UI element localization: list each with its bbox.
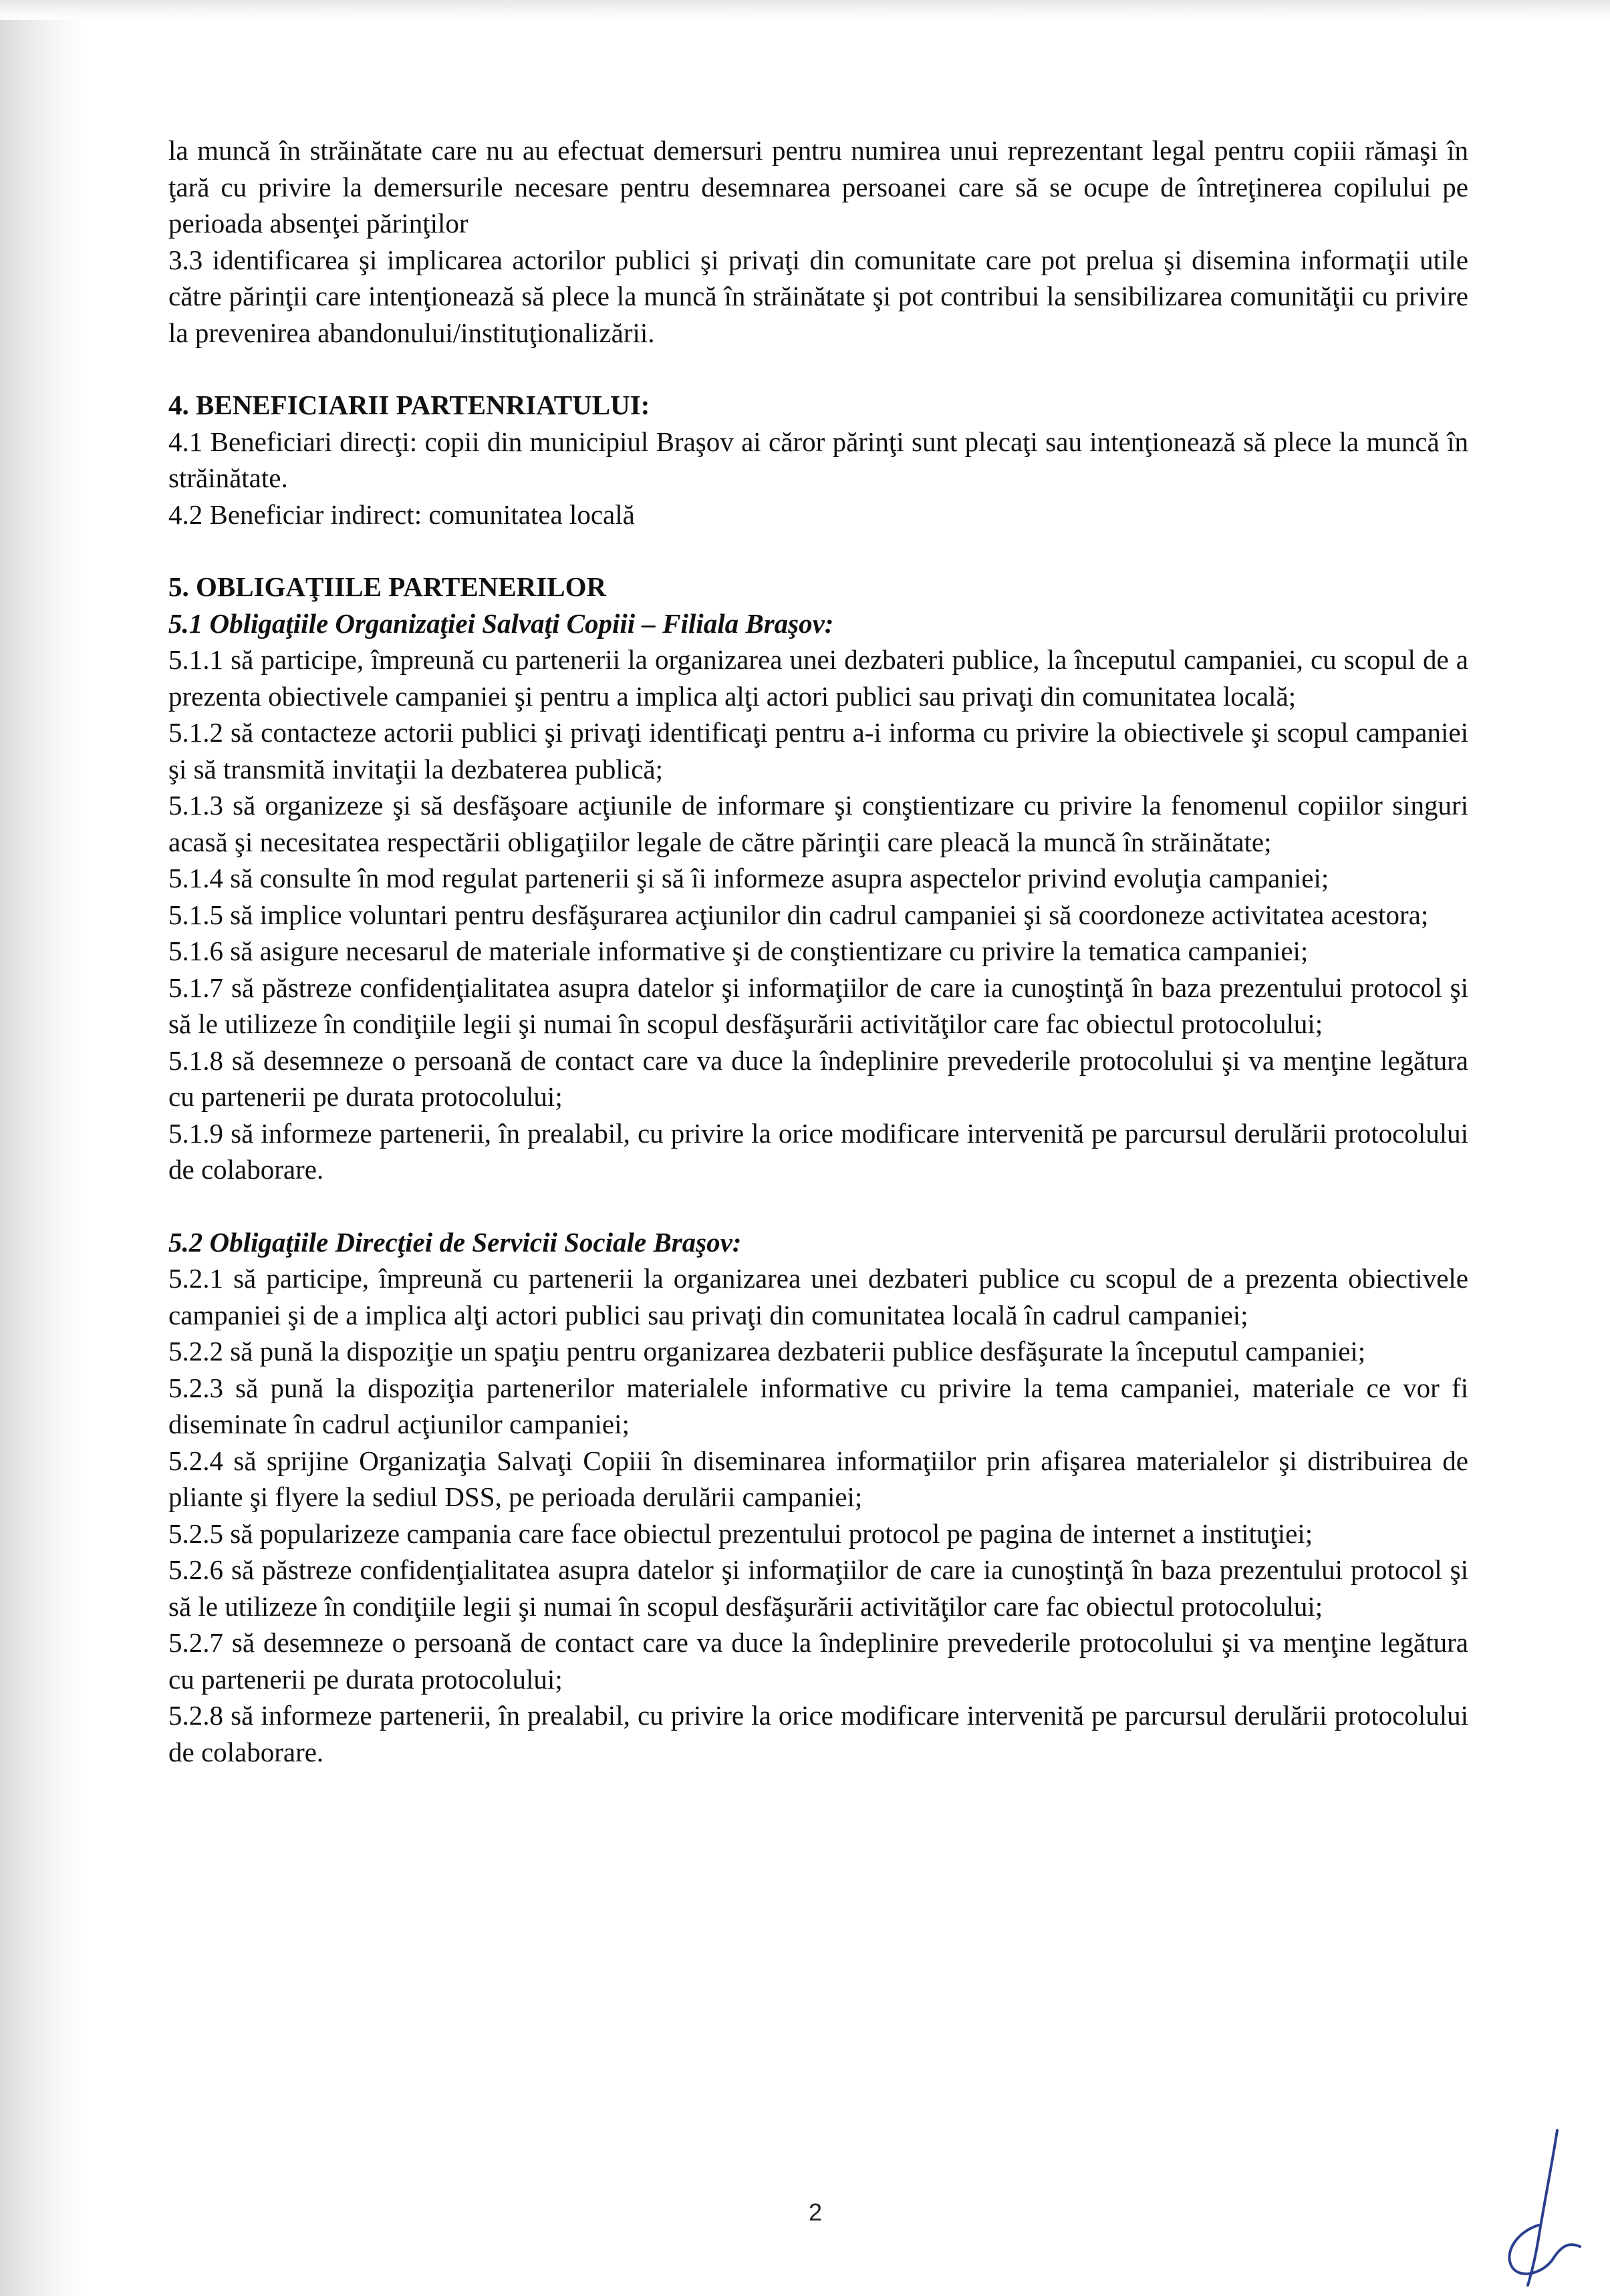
clause-4-2: 4.2 Beneficiar indirect: comunitatea locală bbox=[168, 498, 635, 530]
clause-5-1-7: 5.1.7 să păstreze confidenţialitatea asupra datelor şi informaţiilor de care ia cunoştinţă în baza prezentului protocol şi să le utilizeze în condiţiile legii şi numai în scopul desfăşurării activităţilor care fac obiectul protocolului; bbox=[168, 972, 1468, 1039]
clause-5-1-2: 5.1.2 să contacteze actorii publici şi privaţi identificaţi pentru a-i informa cu privire la obiectivele şi scopul campaniei şi să transmită invitaţii la dezbaterea publică; bbox=[168, 717, 1468, 784]
handwritten-signature bbox=[1497, 2125, 1584, 2292]
clause-5-2-8: 5.2.8 să informeze partenerii, în prealabil, cu privire la orice modificare intervenită pe parcursul derulării protocolului de colaborare. bbox=[168, 1700, 1468, 1767]
clause-5-1-5: 5.1.5 să implice voluntari pentru desfăşurarea acţiunilor din cadrul campaniei şi să coordoneze activitatea acestora; bbox=[168, 899, 1429, 930]
clause-5-2-4: 5.2.4 să sprijine Organizaţia Salvaţi Copiii în diseminarea informaţiilor prin afişarea materialelor şi distribuirea de pliante şi flyere la sediul DSS, pe perioada derulării campaniei; bbox=[168, 1445, 1468, 1512]
clause-5-2-2: 5.2.2 să pună la dispoziţie un spaţiu pentru organizarea dezbaterii publice desfăşurate la începutul campaniei; bbox=[168, 1336, 1366, 1367]
spacer bbox=[168, 351, 1468, 387]
section-4-heading: 4. BENEFICIARII PARTENRIATULUI: bbox=[168, 390, 650, 420]
clause-5-1-8: 5.1.8 să desemneze o persoană de contact care va duce la îndeplinire prevederile protocolului şi va menţine legătura cu partenerii pe durata protocolului; bbox=[168, 1044, 1468, 1112]
spacer bbox=[168, 533, 1468, 569]
clause-5-1-4: 5.1.4 să consulte în mod regulat partenerii şi să îi informeze asupra aspectelor privind evoluţia campaniei; bbox=[168, 863, 1329, 893]
clause-4-1: 4.1 Beneficiari direcţi: copii din municipiul Braşov ai căror părinţi sunt plecaţi sau intenţionează să plece la muncă în străinătate. bbox=[168, 426, 1468, 493]
intro-paragraph: la muncă în străinătate care nu au efectuat demersuri pentru numirea unui reprezentant legal pentru copiii rămaşi în ţară cu privire la demersurile necesare pentru desemnarea persoanei care să se ocupe de întreţinerea copilului pe perioada absenţei părinţilor bbox=[168, 135, 1468, 239]
clause-5-2-1: 5.2.1 să participe, împreună cu partenerii la organizarea unei dezbateri publice cu scopul de a prezenta obiectivele campaniei şi de a implica alţi actori publici sau privaţi din comunitatea locală în cadrul campaniei; bbox=[168, 1263, 1468, 1330]
scan-shadow-top bbox=[0, 0, 1610, 20]
clause-5-1-6: 5.1.6 să asigure necesarul de materiale informative şi de conştientizare cu privire la tematica campaniei; bbox=[168, 936, 1309, 966]
document-body bbox=[168, 132, 1468, 1770]
section-5-2-heading: 5.2 Obligaţiile Direcţiei de Servicii Sociale Braşov: bbox=[168, 1226, 742, 1258]
clause-3-3: 3.3 identificarea şi implicarea actorilor publici şi privaţi din comunitate care pot prelua şi disemina informaţii utile către părinţii care intenţionează să plece la muncă în străinătate şi pot contribui la sensibilizarea comunităţii cu privire la prevenirea abandonului/instituţionalizării. bbox=[168, 244, 1468, 348]
scan-shadow-left bbox=[0, 0, 87, 2296]
section-5-heading: 5. OBLIGAŢIILE PARTENERILOR bbox=[168, 571, 607, 602]
clause-5-2-3: 5.2.3 să pună la dispoziţia partenerilor materialele informative cu privire la tema campaniei, materiale ce vor fi diseminate în cadrul acţiunilor campaniei; bbox=[168, 1372, 1468, 1439]
clause-5-1-9: 5.1.9 să informeze partenerii, în prealabil, cu privire la orice modificare intervenită pe parcursul derulării protocolului de colaborare. bbox=[168, 1117, 1468, 1185]
spacer bbox=[168, 1188, 1468, 1224]
clause-5-2-5: 5.2.5 să popularizeze campania care face obiectul prezentului protocol pe pagina de internet a instituţiei; bbox=[168, 1518, 1313, 1549]
page-number: 2 bbox=[808, 2198, 823, 2226]
section-5-1-heading: 5.1 Obligaţiile Organizaţiei Salvaţi Copiii – Filiala Braşov: bbox=[168, 607, 834, 639]
clause-5-1-1: 5.1.1 să participe, împreună cu partenerii la organizarea unei dezbateri publice, la începutul campaniei, cu scopul de a prezenta obiectivele campaniei şi pentru a implica alţi actori publici sau privaţi din comunitatea locală; bbox=[168, 644, 1468, 712]
clause-5-2-6: 5.2.6 să păstreze confidenţialitatea asupra datelor şi informaţiilor de care ia cunoştinţă în baza prezentului protocol şi să le utilizeze în condiţiile legii şi numai în scopul desfăşurării activităţilor care fac obiectul protocolului; bbox=[168, 1554, 1468, 1622]
clause-5-2-7: 5.2.7 să desemneze o persoană de contact care va duce la îndeplinire prevederile protocolului şi va menţine legătura cu partenerii pe durata protocolului; bbox=[168, 1627, 1468, 1695]
clause-5-1-3: 5.1.3 să organizeze şi să desfăşoare acţiunile de informare şi conştientizare cu privire la fenomenul copiilor singuri acasă şi necesitatea respectării obligaţiilor legale de către părinţii care pleacă la muncă în străinătate; bbox=[168, 790, 1468, 857]
